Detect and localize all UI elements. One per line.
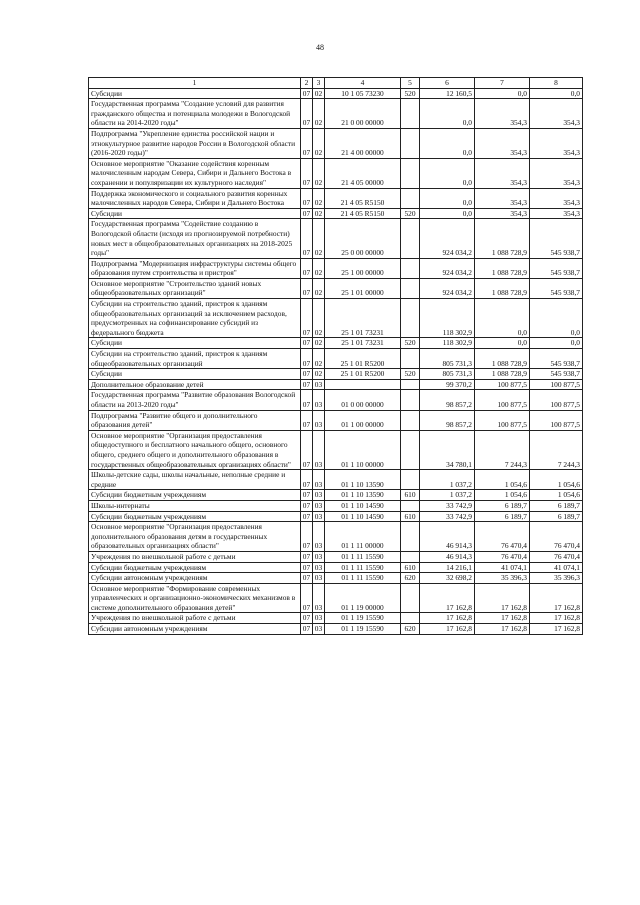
target-code: 01 1 11 15590: [325, 562, 401, 573]
amount-2019: 33 742,9: [420, 511, 475, 522]
expense-type: [401, 128, 420, 158]
target-code: 25 1 01 R5200: [325, 349, 401, 369]
amount-2020: 1 054,6: [475, 490, 530, 501]
section-code: 07: [301, 583, 313, 613]
amount-2021: 545 938,7: [530, 258, 583, 278]
amount-2021: 354,3: [530, 99, 583, 129]
amount-2020: 6 189,7: [475, 511, 530, 522]
section-code: 07: [301, 573, 313, 584]
amount-2021: 76 470,4: [530, 522, 583, 552]
page-number: 48: [316, 43, 324, 52]
amount-2020: 35 396,3: [475, 573, 530, 584]
amount-2021: 0,0: [530, 299, 583, 338]
section-code: 07: [301, 470, 313, 490]
row-name: Государственная программа "Развитие образования Вологодской области на 2013-2020 годы": [89, 390, 301, 410]
section-code: 07: [301, 430, 313, 469]
subsection-code: 02: [313, 88, 325, 99]
amount-2021: 1 054,6: [530, 470, 583, 490]
amount-2020: 41 074,1: [475, 562, 530, 573]
table-row: [89, 624, 583, 635]
section-code: 07: [301, 562, 313, 573]
expense-type: 610: [401, 511, 420, 522]
amount-2021: 545 938,7: [530, 369, 583, 380]
table-row: [89, 208, 583, 219]
amount-2019: 0,0: [420, 128, 475, 158]
section-code: 07: [301, 349, 313, 369]
target-code: 21 4 00 00000: [325, 128, 401, 158]
expense-type: [401, 258, 420, 278]
subsection-code: 03: [313, 573, 325, 584]
amount-2021: 6 189,7: [530, 511, 583, 522]
amount-2019: 33 742,9: [420, 500, 475, 511]
row-name: Школы-интернаты: [89, 500, 301, 511]
amount-2021: 0,0: [530, 88, 583, 99]
target-code: 01 1 11 15590: [325, 551, 401, 562]
amount-2021: 0,0: [530, 338, 583, 349]
target-code: 01 1 10 14590: [325, 511, 401, 522]
target-code: 25 1 01 R5200: [325, 369, 401, 380]
amount-2019: 14 216,1: [420, 562, 475, 573]
amount-2020: 354,3: [475, 158, 530, 188]
amount-2020: 17 162,8: [475, 583, 530, 613]
subsection-code: 02: [313, 158, 325, 188]
amount-2021: 100 877,5: [530, 390, 583, 410]
subsection-code: 03: [313, 500, 325, 511]
table-row: [89, 583, 583, 613]
amount-2021: 354,3: [530, 188, 583, 208]
amount-2021: 41 074,1: [530, 562, 583, 573]
expense-type: [401, 219, 420, 258]
row-name: Государственная программа "Содействие созданию в Вологодской области (исходя из прогнозируемой потребности) новых мест в общеобразовательных организациях на 2018-2025 годы": [89, 219, 301, 258]
amount-2019: 805 731,3: [420, 369, 475, 380]
amount-2020: 354,3: [475, 188, 530, 208]
table-row: [89, 390, 583, 410]
amount-2020: 1 088 728,9: [475, 369, 530, 380]
amount-2021: 76 470,4: [530, 551, 583, 562]
amount-2019: 17 162,8: [420, 613, 475, 624]
row-name: Субсидии: [89, 208, 301, 219]
amount-2020: 1 088 728,9: [475, 258, 530, 278]
table-row: [89, 430, 583, 469]
expense-type: 620: [401, 624, 420, 635]
table-row: [89, 99, 583, 129]
row-name: Субсидии: [89, 88, 301, 99]
row-name: Подпрограмма "Укрепление единства российской нации и этнокультурное развитие народов России в Вологодской области (2016-2020 годы)": [89, 128, 301, 158]
section-code: 07: [301, 299, 313, 338]
section-code: 07: [301, 390, 313, 410]
target-code: 25 1 01 73231: [325, 299, 401, 338]
expense-type: [401, 430, 420, 469]
section-code: 07: [301, 188, 313, 208]
expense-type: 520: [401, 338, 420, 349]
expense-type: [401, 613, 420, 624]
amount-2019: 12 160,5: [420, 88, 475, 99]
amount-2021: 17 162,8: [530, 613, 583, 624]
subsection-code: 02: [313, 299, 325, 338]
row-name: Субсидии бюджетным учреждениям: [89, 490, 301, 501]
amount-2021: 100 877,5: [530, 410, 583, 430]
section-code: 07: [301, 219, 313, 258]
amount-2021: 100 877,5: [530, 379, 583, 390]
target-code: 25 1 01 00000: [325, 278, 401, 298]
table-row: [89, 379, 583, 390]
subsection-code: 03: [313, 624, 325, 635]
subsection-code: 03: [313, 379, 325, 390]
amount-2019: 1 037,2: [420, 490, 475, 501]
amount-2021: 545 938,7: [530, 219, 583, 258]
header-cell: 7: [475, 78, 530, 89]
expense-type: [401, 410, 420, 430]
table-header-row: [89, 78, 583, 89]
target-code: 21 4 05 R5150: [325, 188, 401, 208]
expense-type: [401, 349, 420, 369]
row-name: Основное мероприятие "Формирование современных управленческих и организационно-экономических механизмов в системе дополнительного образования детей": [89, 583, 301, 613]
amount-2020: 0,0: [475, 299, 530, 338]
section-code: 07: [301, 88, 313, 99]
row-name: Основное мероприятие "Строительство зданий новых общеобразовательных организаций": [89, 278, 301, 298]
amount-2021: 354,3: [530, 158, 583, 188]
amount-2020: 0,0: [475, 88, 530, 99]
section-code: 07: [301, 551, 313, 562]
amount-2019: 924 034,2: [420, 278, 475, 298]
expense-type: [401, 379, 420, 390]
expense-type: 610: [401, 562, 420, 573]
subsection-code: 02: [313, 219, 325, 258]
expense-type: [401, 299, 420, 338]
amount-2020: 354,3: [475, 128, 530, 158]
target-code: 01 1 00 00000: [325, 410, 401, 430]
section-code: 07: [301, 99, 313, 129]
table-row: [89, 188, 583, 208]
amount-2021: 17 162,8: [530, 624, 583, 635]
expense-type: [401, 500, 420, 511]
section-code: 07: [301, 613, 313, 624]
amount-2019: 0,0: [420, 208, 475, 219]
amount-2019: 98 857,2: [420, 390, 475, 410]
table-row: [89, 338, 583, 349]
section-code: 07: [301, 410, 313, 430]
expense-type: [401, 278, 420, 298]
row-name: Подпрограмма "Модернизация инфраструктуры системы общего образования путем строительства и пристроя": [89, 258, 301, 278]
expense-type: 610: [401, 490, 420, 501]
amount-2020: 1 088 728,9: [475, 349, 530, 369]
section-code: 07: [301, 208, 313, 219]
table-row: [89, 258, 583, 278]
amount-2019: 46 914,3: [420, 551, 475, 562]
amount-2021: 354,3: [530, 208, 583, 219]
amount-2020: 100 877,5: [475, 410, 530, 430]
subsection-code: 03: [313, 410, 325, 430]
target-code: 25 0 00 00000: [325, 219, 401, 258]
amount-2019: 98 857,2: [420, 410, 475, 430]
section-code: 07: [301, 490, 313, 501]
table-row: [89, 158, 583, 188]
row-name: Государственная программа "Создание условий для развития гражданского общества и потенциала молодежи в Вологодской области на 2014-2020 годы": [89, 99, 301, 129]
row-name: Субсидии: [89, 369, 301, 380]
target-code: 25 1 00 00000: [325, 258, 401, 278]
subsection-code: 02: [313, 128, 325, 158]
amount-2019: 17 162,8: [420, 583, 475, 613]
header-cell: 8: [530, 78, 583, 89]
subsection-code: 03: [313, 613, 325, 624]
header-cell: 2: [301, 78, 313, 89]
row-name: Субсидии автономным учреждениям: [89, 624, 301, 635]
subsection-code: 03: [313, 551, 325, 562]
expense-type: [401, 551, 420, 562]
amount-2019: 1 037,2: [420, 470, 475, 490]
amount-2020: 0,0: [475, 338, 530, 349]
row-name: Поддержка экономического и социального развития коренных малочисленных народов Севера, Сибири и Дальнего Востока: [89, 188, 301, 208]
amount-2020: 354,3: [475, 208, 530, 219]
target-code: 10 1 05 73230: [325, 88, 401, 99]
target-code: 01 1 19 00000: [325, 583, 401, 613]
section-code: 07: [301, 278, 313, 298]
expense-type: [401, 470, 420, 490]
subsection-code: 03: [313, 470, 325, 490]
subsection-code: 02: [313, 278, 325, 298]
section-code: 07: [301, 158, 313, 188]
expense-type: [401, 188, 420, 208]
subsection-code: 03: [313, 562, 325, 573]
amount-2020: 1 088 728,9: [475, 219, 530, 258]
amount-2019: 32 698,2: [420, 573, 475, 584]
subsection-code: 02: [313, 369, 325, 380]
row-name: Основное мероприятие "Организация предоставления общедоступного и бесплатного начального общего, основного общего, среднего общего и дополнительного образования в государственных общеобразовательных организациях области": [89, 430, 301, 469]
header-cell: 4: [325, 78, 401, 89]
amount-2019: 0,0: [420, 99, 475, 129]
amount-2021: 6 189,7: [530, 500, 583, 511]
expense-type: 520: [401, 208, 420, 219]
header-cell: 5: [401, 78, 420, 89]
table-row: [89, 88, 583, 99]
target-code: 01 1 11 00000: [325, 522, 401, 552]
subsection-code: 03: [313, 390, 325, 410]
table-row: [89, 219, 583, 258]
subsection-code: 03: [313, 490, 325, 501]
target-code: 01 1 10 13590: [325, 490, 401, 501]
row-name: Субсидии автономным учреждениям: [89, 573, 301, 584]
amount-2019: 805 731,3: [420, 349, 475, 369]
section-code: 07: [301, 500, 313, 511]
table-row: [89, 278, 583, 298]
amount-2019: 0,0: [420, 188, 475, 208]
target-code: 01 1 11 15590: [325, 573, 401, 584]
amount-2021: 354,3: [530, 128, 583, 158]
section-code: 07: [301, 379, 313, 390]
amount-2020: 76 470,4: [475, 551, 530, 562]
table-row: [89, 128, 583, 158]
subsection-code: 03: [313, 522, 325, 552]
table-row: [89, 500, 583, 511]
section-code: 07: [301, 511, 313, 522]
amount-2020: 1 088 728,9: [475, 278, 530, 298]
amount-2019: 118 302,9: [420, 338, 475, 349]
subsection-code: 02: [313, 188, 325, 208]
subsection-code: 03: [313, 511, 325, 522]
expense-type: [401, 522, 420, 552]
section-code: 07: [301, 624, 313, 635]
target-code: 21 0 00 00000: [325, 99, 401, 129]
row-name: Основное мероприятие "Оказание содействия коренным малочисленным народам Севера, Сибири и Дальнего Востока в сохранении и популяризации их культурного наследия": [89, 158, 301, 188]
amount-2021: 545 938,7: [530, 349, 583, 369]
table-row: [89, 369, 583, 380]
table-row: [89, 470, 583, 490]
amount-2021: 7 244,3: [530, 430, 583, 469]
row-name: Субсидии бюджетным учреждениям: [89, 511, 301, 522]
header-cell: 6: [420, 78, 475, 89]
row-name: Подпрограмма "Развитие общего и дополнительного образования детей": [89, 410, 301, 430]
section-code: 07: [301, 522, 313, 552]
row-name: Субсидии на строительство зданий, пристроя к зданиям общеобразовательных организаций за исключением расходов, предусмотренных на софинансирование субсидий из федерального бюджета: [89, 299, 301, 338]
amount-2019: 924 034,2: [420, 258, 475, 278]
amount-2020: 100 877,5: [475, 379, 530, 390]
amount-2020: 7 244,3: [475, 430, 530, 469]
table-row: [89, 573, 583, 584]
amount-2019: 34 780,1: [420, 430, 475, 469]
expense-type: 520: [401, 369, 420, 380]
section-code: 07: [301, 128, 313, 158]
amount-2020: 1 054,6: [475, 470, 530, 490]
amount-2019: 924 034,2: [420, 219, 475, 258]
target-code: 25 1 01 73231: [325, 338, 401, 349]
target-code: 01 0 00 00000: [325, 390, 401, 410]
target-code: 01 1 10 14590: [325, 500, 401, 511]
row-name: Субсидии: [89, 338, 301, 349]
amount-2019: 0,0: [420, 158, 475, 188]
table-row: [89, 562, 583, 573]
target-code: 01 1 19 15590: [325, 624, 401, 635]
table-row: [89, 299, 583, 338]
row-name: Учреждения по внешкольной работе с детьми: [89, 551, 301, 562]
amount-2019: 118 302,9: [420, 299, 475, 338]
section-code: 07: [301, 369, 313, 380]
budget-table: [88, 77, 583, 635]
header-cell: 1: [89, 78, 301, 89]
header-cell: 3: [313, 78, 325, 89]
amount-2021: 35 396,3: [530, 573, 583, 584]
table-row: [89, 511, 583, 522]
amount-2019: 46 914,3: [420, 522, 475, 552]
table-row: [89, 410, 583, 430]
target-code: 01 1 10 13590: [325, 470, 401, 490]
subsection-code: 02: [313, 99, 325, 129]
subsection-code: 02: [313, 258, 325, 278]
row-name: Учреждения по внешкольной работе с детьми: [89, 613, 301, 624]
expense-type: [401, 158, 420, 188]
amount-2020: 17 162,8: [475, 613, 530, 624]
row-name: Субсидии на строительство зданий, пристроя к зданиям общеобразовательных организаций: [89, 349, 301, 369]
row-name: Основное мероприятие "Организация предоставления дополнительного образования детям в государственных образовательных организациях области": [89, 522, 301, 552]
subsection-code: 02: [313, 349, 325, 369]
amount-2019: 99 370,2: [420, 379, 475, 390]
amount-2020: 6 189,7: [475, 500, 530, 511]
target-code: [325, 379, 401, 390]
subsection-code: 02: [313, 208, 325, 219]
amount-2020: 100 877,5: [475, 390, 530, 410]
amount-2020: 17 162,8: [475, 624, 530, 635]
expense-type: 620: [401, 573, 420, 584]
table-row: [89, 522, 583, 552]
row-name: Дополнительное образование детей: [89, 379, 301, 390]
section-code: 07: [301, 258, 313, 278]
amount-2020: 354,3: [475, 99, 530, 129]
amount-2021: 1 054,6: [530, 490, 583, 501]
table-body: [89, 88, 583, 634]
amount-2021: 545 938,7: [530, 278, 583, 298]
table-row: [89, 490, 583, 501]
table-row: [89, 349, 583, 369]
target-code: 01 1 10 00000: [325, 430, 401, 469]
target-code: 21 4 05 R5150: [325, 208, 401, 219]
expense-type: [401, 390, 420, 410]
subsection-code: 03: [313, 583, 325, 613]
target-code: 21 4 05 00000: [325, 158, 401, 188]
amount-2019: 17 162,8: [420, 624, 475, 635]
expense-type: 520: [401, 88, 420, 99]
amount-2020: 76 470,4: [475, 522, 530, 552]
subsection-code: 02: [313, 338, 325, 349]
target-code: 01 1 19 15590: [325, 613, 401, 624]
amount-2021: 17 162,8: [530, 583, 583, 613]
row-name: Субсидии бюджетным учреждениям: [89, 562, 301, 573]
section-code: 07: [301, 338, 313, 349]
expense-type: [401, 99, 420, 129]
table-row: [89, 613, 583, 624]
expense-type: [401, 583, 420, 613]
subsection-code: 03: [313, 430, 325, 469]
table-row: [89, 551, 583, 562]
row-name: Школы-детские сады, школы начальные, неполные средние и средние: [89, 470, 301, 490]
